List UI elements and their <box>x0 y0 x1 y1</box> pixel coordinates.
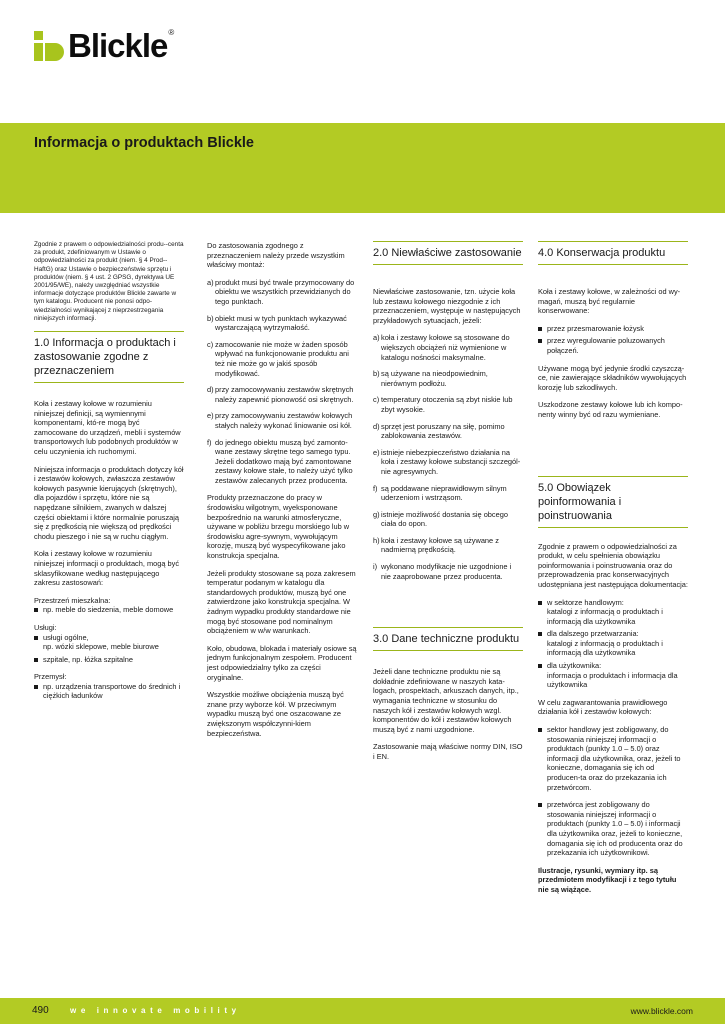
column-1 <box>34 241 184 709</box>
list-item: dla użytkownika: informacja o produktach i informacja dla użytkownika <box>538 661 688 690</box>
footer-bar <box>0 998 725 1024</box>
section-heading-5: 5.0 Obowiązek poinformowania i poinstruowania <box>538 476 688 528</box>
list-item: np. urządzenia transportowe do średnich i ciężkich ładunków <box>34 682 184 701</box>
bullet-icon <box>538 803 542 807</box>
paragraph: Uszkodzone zestawy kołowe lub ich kompo-nenty winny być od razu wymieniane. <box>538 400 683 419</box>
footer-slogan: we innovate mobility <box>70 1006 241 1015</box>
bullet-icon <box>538 664 542 668</box>
intro-text: Do zastosowania zgodnego z przeznaczeniem należy przede wszystkim właściwy montaż: <box>207 241 345 270</box>
list-item: d) przy zamocowywaniu zestawów skrętnych należy zapewnić pionowość osi skrętnych. <box>207 385 354 404</box>
paragraph: Wszystkie możliwe obciążenia muszą być znane przy wyborze kół. W przeciwnym wypadku muszą być one oszacowane ze zwiększonym współczynni-kiem bezpieczeństwa. <box>207 690 344 738</box>
list-item: a) produkt musi być trwale przymocowany do obiektu we wszystkich przewidzianych do tego punktach. <box>207 277 355 306</box>
bullet-list <box>538 725 688 858</box>
bullet-list <box>34 682 184 701</box>
list-item: e) przy zamocowywaniu zestawów kołowych stałych należy wykonać liniowanie osi kół. <box>207 411 353 430</box>
bullet-icon <box>538 632 542 636</box>
group-label: Usługi: <box>34 622 57 632</box>
intro-text: Niewłaściwe zastosowanie, tzn. użycie koła lub zestawu kołowego niezgodnie z ich przeznaczeniem, występuje w następujących przykładowych sytuacjach, jeżeli: <box>373 287 521 325</box>
column-3 <box>373 241 523 770</box>
list-item: a) koła i zestawy kołowe są stosowane do większych obciążeń niż wymienione w katalogu nośności maksymalne. <box>373 333 510 362</box>
list-item: dla dalszego przetwarzania: katalogi z informacją o produktach i informacją dla użytkownika <box>538 629 688 658</box>
bullet-icon <box>34 608 38 612</box>
bullet-icon <box>538 728 542 732</box>
logo-mark-icon <box>34 31 64 61</box>
list-item: h) koła i zestawy kołowe są używane z nadmierną prędkością. <box>373 535 499 555</box>
list-item: szpitale, np. łóżka szpitalne <box>34 655 184 665</box>
bullet-icon <box>538 327 542 331</box>
list-item: f) do jednego obiektu muszą być zamonto-wane zestawy skrętne tego samego typu. Jeżeli dodatkowo mają być zamontowane zestawy kołowe stałe, to należy użyć tylko zestawów zalecanych przez producenta. <box>207 437 353 485</box>
list-item: usługi ogólne, np. wózki sklepowe, meble biurowe <box>34 633 184 652</box>
list-item: b) są używane na nieodpowiednim, nierównym podłożu. <box>373 369 488 388</box>
list-item: i) wykonano modyfikacje nie uzgodnione i nie zaaprobowane przez producenta. <box>373 562 512 581</box>
paragraph: Produkty przeznaczone do pracy w środowisku wilgotnym, wyeksponowane bezpośrednio na warunki atmosferyczne, używane w pobliżu brzegu morskiego lub w środowisku agre-sywnym, wywołującym korozję, muszą być wyspecyfikowane jako konstrukcja specjalna. <box>207 493 350 561</box>
bullet-icon <box>34 685 38 689</box>
paragraph: Koło, obudowa, blokada i materiały osiowe są jednym funkcjonalnym zespołem. Producent jest odpowiedzialny tylko za części oryginalne. <box>207 643 357 682</box>
paragraph: W celu zagwarantowania prawidłowego działania kół i zestawów kołowych: <box>538 697 668 717</box>
disclaimer-text: Ilustracje, rysunki, wymiary itp. są przedmiotem modyfikacji i z tego tytułu nie są wiążące. <box>538 865 677 894</box>
list-item: d) sprzęt jest poruszany na siłę, pomimo zablokowania zestawów. <box>373 421 505 441</box>
paragraph: Zgodnie z prawem o odpowiedzialności za produkt, w celu spełnienia obowiązku poinformowania i poinstruowania oraz do przeprowadzenia prac konserwacyjnych udostępniana jest następująca dokumentacja: <box>538 541 688 589</box>
list-item: f) są poddawane nieprawidłowym silnym uderzeniom i wstrząsom. <box>373 483 507 503</box>
paragraph: Koła i zestawy kołowe w rozumieniu niniejszej definicji, są wymiennymi komponentami, któ-re mogą być zamocowane do urządzeń, mebli i systemów transportowych lub podobnych produktów w celu uczynienia ich ruchomymi. <box>34 399 181 456</box>
paragraph: Używane mogą być jedynie środki czyszczą-ce, nie zawierające składników wywołujących korozję lub szkodliwych. <box>538 363 687 392</box>
lettered-list <box>373 333 523 581</box>
bullet-list <box>538 598 688 690</box>
page-title: Informacja o produktach Blickle <box>34 135 254 151</box>
group-label: Przemysł: <box>34 672 67 682</box>
section-heading-1: 1.0 Informacja o produktach i zastosowanie zgodne z przeznaczeniem <box>34 331 184 383</box>
list-item: przez przesmarowanie łożysk <box>538 324 688 334</box>
list-item: w sektorze handlowym: katalogi z informacją o produktach i informacją dla użytkownika <box>538 598 688 627</box>
blickle-logo <box>34 28 174 64</box>
footer-url[interactable]: www.blickle.com <box>630 1006 693 1016</box>
paragraph: Jeżeli dane techniczne produktu nie są dokładnie zdefiniowane w naszych kata-logach, prospektach, arkuszach danych, itp., wymagania techniczne w stosunku do naszych kół i zestawów kołowych wzgl. komponentów do kół i zestawów kołowych muszą być z nami uzgodnione. <box>373 667 519 734</box>
intro-text: Zgodnie z prawem o odpowiedzialności produ--centa za produkt, zdefiniowanym w Ustawie o odpowiedzialności za produkt (niem. § 4 Prod--HaftG) oraz Ustawie o bezpieczeństwie sprzętu i produktów (niem. § 4 ust. 2 GPSG, dyrektywa UE 2001/95/WE), należy uwzględniać wszystkie informacje dotyczące produktów Blickle zawarte w tym katalogu. Producent nie ponosi odpo-wiedzialności wynikającej z nieprzestrzegania niniejszych informacji. <box>34 241 184 322</box>
group-label: Przestrzeń mieszkalna: <box>34 595 111 605</box>
intro-text: Koła i zestawy kołowe, w zależności od wy-magań, muszą być regularnie konserwowane: <box>538 287 681 316</box>
list-item: sektor handlowy jest zobligowany, do stosowania niniejszej informacji o produktach (punkty 1.0 – 5.0) oraz informacji dla użytkownika, oraz, jeżeli to konieczne, domagania się ich od producen-ta oraz do przekazania ich przetwórcom. <box>538 725 688 792</box>
paragraph: Zastosowanie mają właściwe normy DIN, ISO i EN. <box>373 742 523 761</box>
list-item: przetwórca jest zobligowany do stosowania niniejszej informacji o produktach (punkty 1.0 – 5.0) i informacji dla użytkownika oraz, jeżeli to konieczne, domagania się ich od producenta oraz do przekazania ich użytkownikowi. <box>538 800 688 858</box>
list-item: c) zamocowanie nie może w żaden sposób wpływać na funkcjonowanie produktu ani też nie może go w jakiś sposób modyfikować. <box>207 339 349 378</box>
column-2 <box>207 241 357 746</box>
list-item: np. meble do siedzenia, meble domowe <box>34 605 184 615</box>
section-heading-2: 2.0 Niewłaściwe zastosowanie <box>373 241 523 265</box>
bullet-icon <box>538 339 542 343</box>
list-item: b) obiekt musi w tych punktach wykazywać wystarczającą wytrzymałość. <box>207 313 347 333</box>
list-item: przez wyregulowanie poluzowanych połączeń. <box>538 336 688 355</box>
logo-text: Blickle <box>68 27 168 64</box>
logo-registered: ® <box>168 27 175 37</box>
section-heading-4: 4.0 Konserwacja produktu <box>538 241 688 265</box>
list-item: e) istnieje niebezpieczeństwo działania na koła i zestawy kołowe substancji szczegól-nie agresywnych. <box>373 447 521 476</box>
paragraph: Koła i zestawy kołowe w rozumieniu niniejszej informacji o produktach, mogą być sklasyfikowane według następującego zakresu zastosowań: <box>34 549 180 588</box>
bullet-list <box>34 605 184 615</box>
section-heading-3: 3.0 Dane techniczne produktu <box>373 627 523 651</box>
page-number: 490 <box>32 1005 49 1016</box>
paragraph: Niniejsza informacja o produktach dotyczy kół i zestawów kołowych, zwłaszcza zestawów kołowych pasywnie kierujących (skrętnych), dla pojazdów i sprzętu, które nie są napędzane silnikiem, zwanych w dalszej części obiektami i które normalnie poruszają się z prędkością nie większą od prędkości chodu pieszego i nie są w ruchu ciągłym. <box>34 464 184 541</box>
bullet-list <box>34 633 184 665</box>
bullet-icon <box>538 601 542 605</box>
bullet-list <box>538 324 688 356</box>
list-item: c) temperatury otoczenia są zbyt niskie lub zbyt wysokie. <box>373 395 513 414</box>
paragraph: Jeżeli produkty stosowane są poza zakresem temperatur podanym w katalogu dla standardowych produktów, muszą być one zatwierdzone jako konstrukcja specjalna. W żadnym wypadku produkty standardowe nie mogą być stosowane pod nominalnym obciążeniem w w/w warunkach. <box>207 568 356 636</box>
bullet-icon <box>34 636 38 640</box>
list-item: g) istnieje możliwość dostania się obcego ciała do opon. <box>373 509 508 529</box>
lettered-list <box>207 278 357 486</box>
column-4 <box>538 241 688 903</box>
bullet-icon <box>34 658 38 662</box>
